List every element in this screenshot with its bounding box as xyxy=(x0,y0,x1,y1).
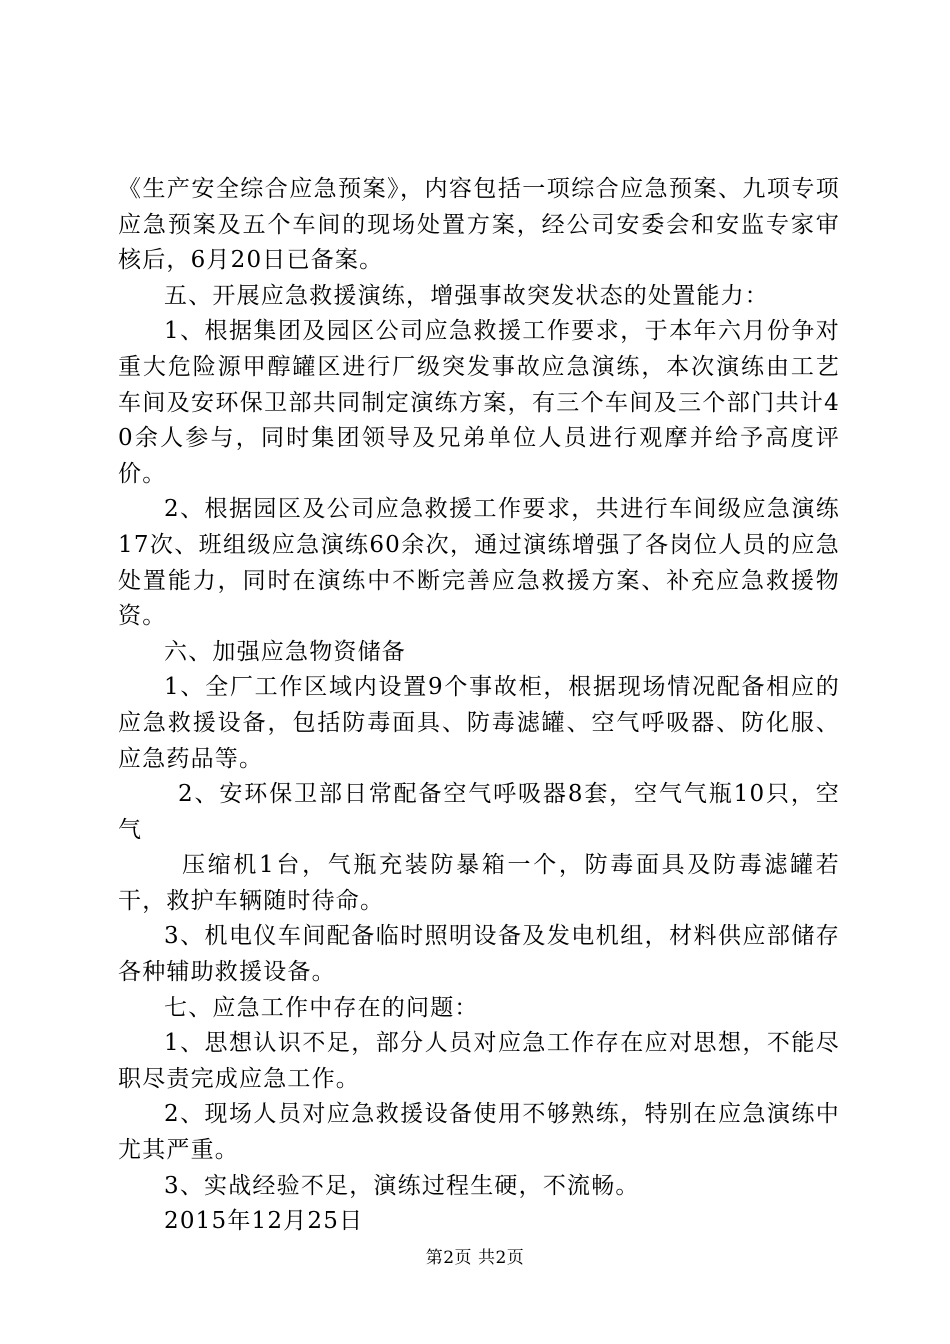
paragraph-problem-experience: 3、实战经验不足，演练过程生硬，不流畅。 xyxy=(164,1172,640,1199)
paragraph-supplies-electrical: 3、机电仪车间配备临时照明设备及发电机组，材料供应部储存各种辅助救援设备。 xyxy=(118,923,840,986)
paragraph-problem-equipment: 2、现场人员对应急救援设备使用不够熟练，特别在应急演练中尤其严重。 xyxy=(118,1101,840,1164)
paragraph-supplies-cabinets: 1、全厂工作区域内设置9个事故柜，根据现场情况配备相应的应急救援设备，包括防毒面具、防毒滤罐、空气呼吸器、防化服、应急药品等。 xyxy=(118,674,840,772)
document-body xyxy=(118,172,840,1240)
paragraph-supplies-security-dept-cont: 压缩机1台，气瓶充装防暴箱一个，防毒面具及防毒滤罐若干，救护车辆随时待命。 xyxy=(118,852,840,914)
document-date: 2015年12月25日 xyxy=(164,1208,364,1235)
paragraph-supplies-security-dept: 2、安环保卫部日常配备空气呼吸器8套，空气气瓶10只，空气 xyxy=(118,781,840,843)
paragraph-drill-workshop: 2、根据园区及公司应急救援工作要求，共进行车间级应急演练17次、班组级应急演练60余次，通过演练增强了各岗位人员的应急处置能力，同时在演练中不断完善应急救援方案、补充应急救援物资。 xyxy=(118,496,840,630)
paragraph-plan-summary: 《生产安全综合应急预案》，内容包括一项综合应急预案、九项专项应急预案及五个车间的现场处置方案，经公司安委会和安监专家审核后，6月20日已备案。 xyxy=(118,176,840,274)
paragraph-problem-awareness: 1、思想认识不足，部分人员对应急工作存在应对思想，不能尽职尽责完成应急工作。 xyxy=(118,1030,840,1092)
heading-section-seven: 七、应急工作中存在的问题： xyxy=(164,994,479,1021)
heading-section-five: 五、开展应急救援演练，增强事故突发状态的处置能力： xyxy=(164,282,769,309)
page-footer: 第2页 共2页 xyxy=(425,1248,525,1268)
heading-section-six: 六、加强应急物资储备 xyxy=(164,638,406,665)
paragraph-drill-factory: 1、根据集团及园区公司应急救援工作要求，于本年六月份争对重大危险源甲醇罐区进行厂级突发事故应急演练，本次演练由工艺车间及安环保卫部共同制定演练方案，有三个车间及三个部门共计40余人参与，同时集团领导及兄弟单位人员进行观摩并给予高度评价。 xyxy=(118,318,840,487)
